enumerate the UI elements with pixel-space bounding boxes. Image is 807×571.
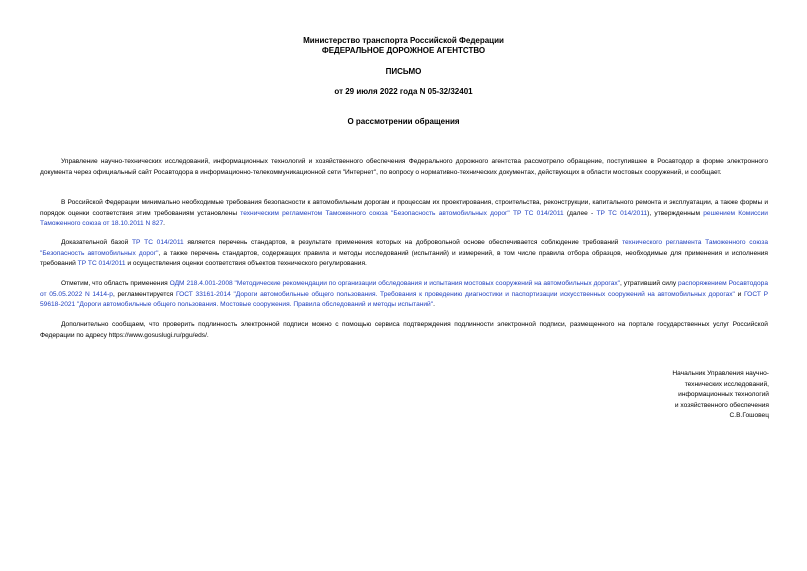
- p4-text-c: , регламентируется: [112, 290, 176, 298]
- doc-subject: О рассмотрении обращения: [347, 117, 460, 126]
- signature-line-3: информационных технологий: [678, 391, 769, 399]
- p3-text-d: и осуществления оценки соответствия объектов технического регулирования.: [125, 260, 367, 268]
- signature-line-2: технических исследований,: [684, 380, 769, 388]
- p2-text-a: В Российской Федерации минимально необходимые требования безопасности к автомобильным дорогам и процессам их проектирования, строительства, реконструкции, капитального ремонта и эксплуатации, а также формы и порядок оценки соответствия этим требованиям установлены: [40, 199, 768, 217]
- signature-line-4: и хозяйственного обеспечения: [674, 401, 769, 409]
- link-gost-r-59618[interactable]: ГОСТ Р 59618-2021 "Дороги автомобильные общего пользования. Мостовые сооружения. Правила обследований и методы испытаний": [40, 290, 768, 309]
- p4-text-a: Отметим, что область применения: [61, 280, 170, 287]
- link-tr-ts-regulation[interactable]: техническим регламентом Таможенного союза "Безопасность автомобильных дорог" ТР ТС 014/2011: [240, 209, 564, 217]
- doc-date-number: от 29 июля 2022 года N 05-32/32401: [334, 87, 473, 96]
- doc-type: ПИСЬМО: [385, 67, 422, 76]
- link-tr-ts-014[interactable]: ТР ТС 014/2011: [596, 209, 648, 217]
- p2-text-b: (далее -: [563, 209, 597, 217]
- link-gost-33161[interactable]: ГОСТ 33161-2014 "Дороги автомобильные общего пользования. Требования к проведению диагностики и паспортизации искусственных сооружений на автомобильных дорогах": [175, 290, 735, 298]
- p4-text-b: , утративший силу: [620, 280, 679, 287]
- p2-text-c: ), утвержденным: [647, 209, 704, 217]
- p3-text-b: является перечень стандартов, в результате применения которых на добровольной основе обеспечивается соблюдение требований: [183, 239, 623, 246]
- p3-text-c: , а также перечень стандартов, содержащих правила и методы исследований (испытаний) и измерений, в том числе правила отбора образцов, необходимые для применения и исполнения требований: [40, 249, 769, 268]
- paragraph-5: Дополнительно сообщаем, что проверить подлинность электронной подписи можно с помощью сервиса подтверждения подлинности электронной подписи, размещенного на портале государственных услуг Российской Федерации по адресу https://www.gosuslugi.ru/pgu/eds/.: [40, 321, 768, 339]
- link-rosavtodor-order[interactable]: распоряжением Росавтодора от 05.05.2022 N 1414-р: [40, 280, 768, 298]
- p3-text-a: Доказательной базой: [61, 239, 133, 246]
- link-technical-regulation[interactable]: технического регламента Таможенного союза "Безопасность автомобильных дорог": [40, 239, 768, 257]
- p4-text-e: .: [433, 301, 435, 309]
- signature-name: С.В.Гошовец: [729, 412, 769, 420]
- ministry-title: Министерство транспорта Российской Федерации: [303, 36, 504, 45]
- link-commission-decision[interactable]: решением Комиссии Таможенного союза от 18.10.2011 N 827: [40, 209, 768, 228]
- p4-text-d: и: [734, 290, 744, 298]
- link-tr-ts-014-b[interactable]: ТР ТС 014/2011: [77, 260, 126, 268]
- signature-block: [569, 369, 769, 422]
- signature-line-1: Начальник Управления научно-: [672, 370, 769, 377]
- link-odm-218[interactable]: ОДМ 218.4.001-2008 "Методические рекомендации по организации обследования и испытания мостовых сооружений на автомобильных дорогах": [169, 280, 620, 287]
- paragraph-4: [40, 279, 768, 311]
- agency-title: ФЕДЕРАЛЬНОЕ ДОРОЖНОЕ АГЕНТСТВО: [321, 46, 486, 55]
- paragraph-1: Управление научно-технических исследований, информационных технологий и хозяйственного обеспечения Федерального дорожного агентства рассмотрело обращение, поступившее в Росавтодор в форме электронного документа через официальный сайт Росавтодора в информационно-телекоммуникационной сети "Интернет", по вопросу о нормативно-технических документах, действующих в области мостовых сооружений, и сообщает.: [40, 158, 768, 176]
- link-tr-ts-014-a[interactable]: ТР ТС 014/2011: [132, 239, 184, 246]
- paragraph-2: [40, 198, 768, 230]
- paragraph-3: [40, 238, 768, 270]
- p2-text-d: .: [163, 220, 165, 228]
